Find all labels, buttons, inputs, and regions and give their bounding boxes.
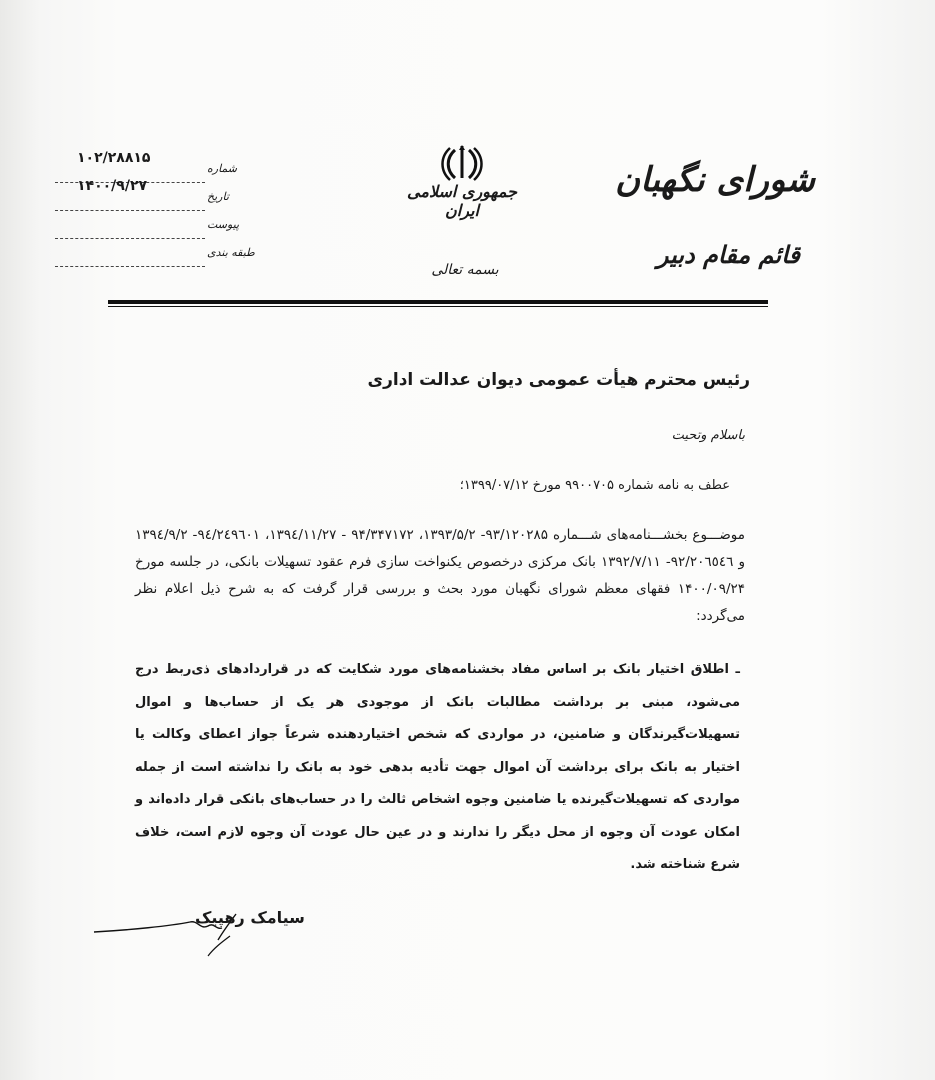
letter-meta-block <box>55 148 255 260</box>
meta-date-row <box>55 176 245 204</box>
republic-name: جمهوری اسلامی ایران <box>407 182 517 220</box>
deputy-title: قائم مقام دبیر <box>656 240 800 269</box>
meta-classification-row <box>55 232 255 260</box>
letter-number-label: شماره <box>207 162 238 175</box>
header-divider <box>108 300 768 304</box>
iran-emblem-icon <box>438 144 486 184</box>
greeting: باسلام وتحیت <box>671 428 745 443</box>
meta-attachment-row <box>55 204 245 232</box>
council-name: شورای نگهبان <box>615 160 815 200</box>
bismillah-heading: بسمه تعالی <box>431 262 499 278</box>
addressee: رئیس محترم هیأت عمومی دیوان عدالت اداری <box>367 370 750 390</box>
letter-date-label: تاریخ <box>207 190 229 203</box>
letter-date: ۱۴۰۰/۹/۲۷ <box>77 178 148 194</box>
letter-attachment-label: پیوست <box>207 218 240 231</box>
body-paragraph-ruling: ـ اطلاق اختیار بانک بر اساس مفاد بخشنامه‌های مورد شکایت که در قراردادهای ذی‌ربط درج می‌شود، مبنی بر برداشت مطالبات بانک از موجودی هر یک از حساب‌ها و اموال تسهیلات‌گیرندگان و ضامنین، در مواردی که شخص اختیاردهنده شرعاً جواز اعطای وکالت یا اختیار به بانک برای برداشت آن اموال جهت تأدیه بدهی خود به بانک را نداشته است از جمله مواردی که تسهیلات‌گیرنده یا ضامنین وجوه اشخاص ثالث را در حساب‌های بانکی قرار داده‌اند و امکان عودت آن وجوه از محل دیگر را ندارند و در عین حال عودت آن وجوه لازم است، خلاف شرع شناخته شد. <box>135 662 740 872</box>
reference-line: عطف به نامه شماره ۹۹۰۰۷۰۵ مورخ ۱۳۹۹/۰۷/۱۲؛ <box>459 478 730 493</box>
letter-classification-label: طبقه بندی <box>207 246 255 259</box>
body-paragraph-subject: موضـــوع بخشـــنامه‌های شـــماره ۹۳/۱۲۰۲۸۵- ۱۳۹۳/۵/۲، ۹۴/۳۴۷۱۷۲ - ۱۳۹٤/۱۱/۲۷، ۹٤/۲٤۹٦۰۱- ۱۳۹٤/۹/۲ و ۹۲/۲۰٦٥٤٦- ۱۳۹۲/۷/۱۱ بانک مرکزی درخصوص یکنواخت سازی فرم عقود تسهیلات بانکی، در جلسه مورخ ۱۴۰۰/۰۹/۲۴ فقهای معظم شورای نگهبان مورد بحث و بررسی قرار گرفت که به شرح ذیل اعلام نظر می‌گردد: <box>135 527 745 624</box>
letter-number: ۱۰۲/۲۸۸۱۵ <box>77 150 151 166</box>
header-divider-thin <box>108 306 768 307</box>
signer-name: سیامک رهپیک <box>195 908 305 927</box>
meta-number-row <box>55 148 245 176</box>
